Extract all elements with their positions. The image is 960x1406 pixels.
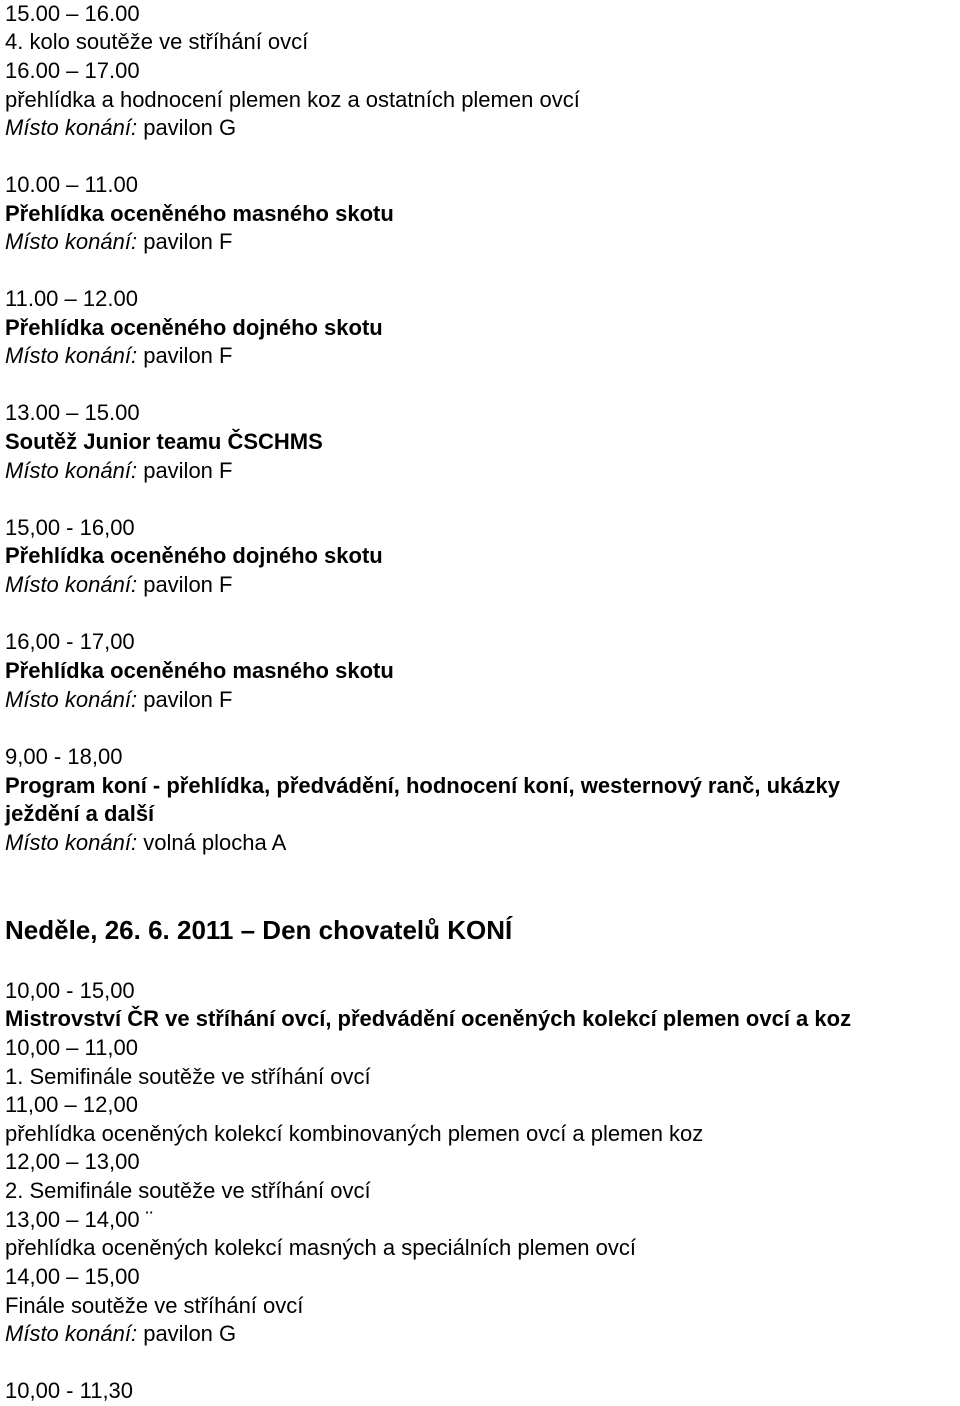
venue-value: pavilon F [143, 687, 233, 712]
program-title: Přehlídka oceněného masného skotu [5, 658, 394, 683]
time-range: 10,00 - 11,30 [5, 1378, 134, 1403]
time-range: 10,00 - 15,00 [5, 978, 135, 1003]
sub-time-range: 13,00 – 14,00 ¨ [5, 1207, 154, 1232]
program-title: Soutěž Junior teamu ČSCHMS [5, 429, 323, 454]
time-range: 13.00 – 15.00 [5, 400, 140, 425]
program-title: Přehlídka oceněného dojného skotu [5, 315, 383, 340]
sub-time-range: 11,00 – 12,00 [5, 1092, 138, 1117]
venue-label: Místo konání: [5, 830, 138, 855]
venue-label: Místo konání: [5, 458, 138, 483]
program-item: přehlídka a hodnocení plemen koz a ostatních plemen ovcí [5, 87, 580, 112]
time-range: 15.00 – 16.00 [5, 1, 140, 26]
sub-time-range: 10,00 – 11,00 [5, 1035, 138, 1060]
sub-time-range: 12,00 – 13,00 [5, 1149, 140, 1174]
venue-value: pavilon F [143, 343, 233, 368]
venue-line [5, 342, 232, 370]
venue-label: Místo konání: [5, 229, 138, 254]
program-title: Přehlídka oceněného masného skotu [5, 201, 394, 226]
venue-value: pavilon F [143, 229, 233, 254]
venue-label: Místo konání: [5, 343, 138, 368]
venue-line [5, 829, 286, 857]
venue-line [5, 1320, 236, 1348]
venue-label: Místo konání: [5, 572, 138, 597]
time-range: 16,00 - 17,00 [5, 629, 135, 654]
sub-program-item: přehlídka oceněných kolekcí masných a speciálních plemen ovcí [5, 1235, 637, 1260]
program-item: 4. kolo soutěže ve stříhání ovcí [5, 29, 309, 54]
program-title: Mistrovství ČR ve stříhání ovcí, předvádění oceněných kolekcí plemen ovcí a koz [5, 1006, 852, 1031]
sub-program-item: 2. Semifinále soutěže ve stříhání ovcí [5, 1178, 371, 1203]
time-range: 16.00 – 17.00 [5, 58, 140, 83]
venue-line [5, 686, 232, 714]
program-title: Program koní - přehlídka, předvádění, hodnocení koní, westernový ranč, ukázky [5, 773, 841, 798]
venue-line [5, 114, 236, 142]
sub-program-item: Finále soutěže ve stříhání ovcí [5, 1293, 304, 1318]
venue-label: Místo konání: [5, 115, 138, 140]
sub-program-item: 1. Semifinále soutěže ve stříhání ovcí [5, 1064, 371, 1089]
day-heading: Neděle, 26. 6. 2011 – Den chovatelů KONÍ [5, 915, 513, 945]
time-range: 10.00 – 11.00 [5, 172, 138, 197]
sub-time-range: 14,00 – 15,00 [5, 1264, 140, 1289]
venue-label: Místo konání: [5, 1321, 138, 1346]
venue-value: volná plocha A [143, 830, 287, 855]
venue-value: pavilon F [143, 572, 233, 597]
time-range: 9,00 - 18,00 [5, 744, 123, 769]
venue-value: pavilon F [143, 458, 233, 483]
venue-value: pavilon G [143, 115, 237, 140]
sub-program-item: přehlídka oceněných kolekcí kombinovaných plemen ovcí a plemen koz [5, 1121, 704, 1146]
venue-line [5, 457, 232, 485]
time-range: 11.00 – 12.00 [5, 286, 138, 311]
venue-line [5, 571, 232, 599]
venue-line [5, 228, 232, 256]
program-title: Přehlídka oceněného dojného skotu [5, 543, 383, 568]
time-range: 15,00 - 16,00 [5, 515, 135, 540]
venue-value: pavilon G [143, 1321, 237, 1346]
program-title-continued: ježdění a další [5, 801, 155, 826]
venue-label: Místo konání: [5, 687, 138, 712]
